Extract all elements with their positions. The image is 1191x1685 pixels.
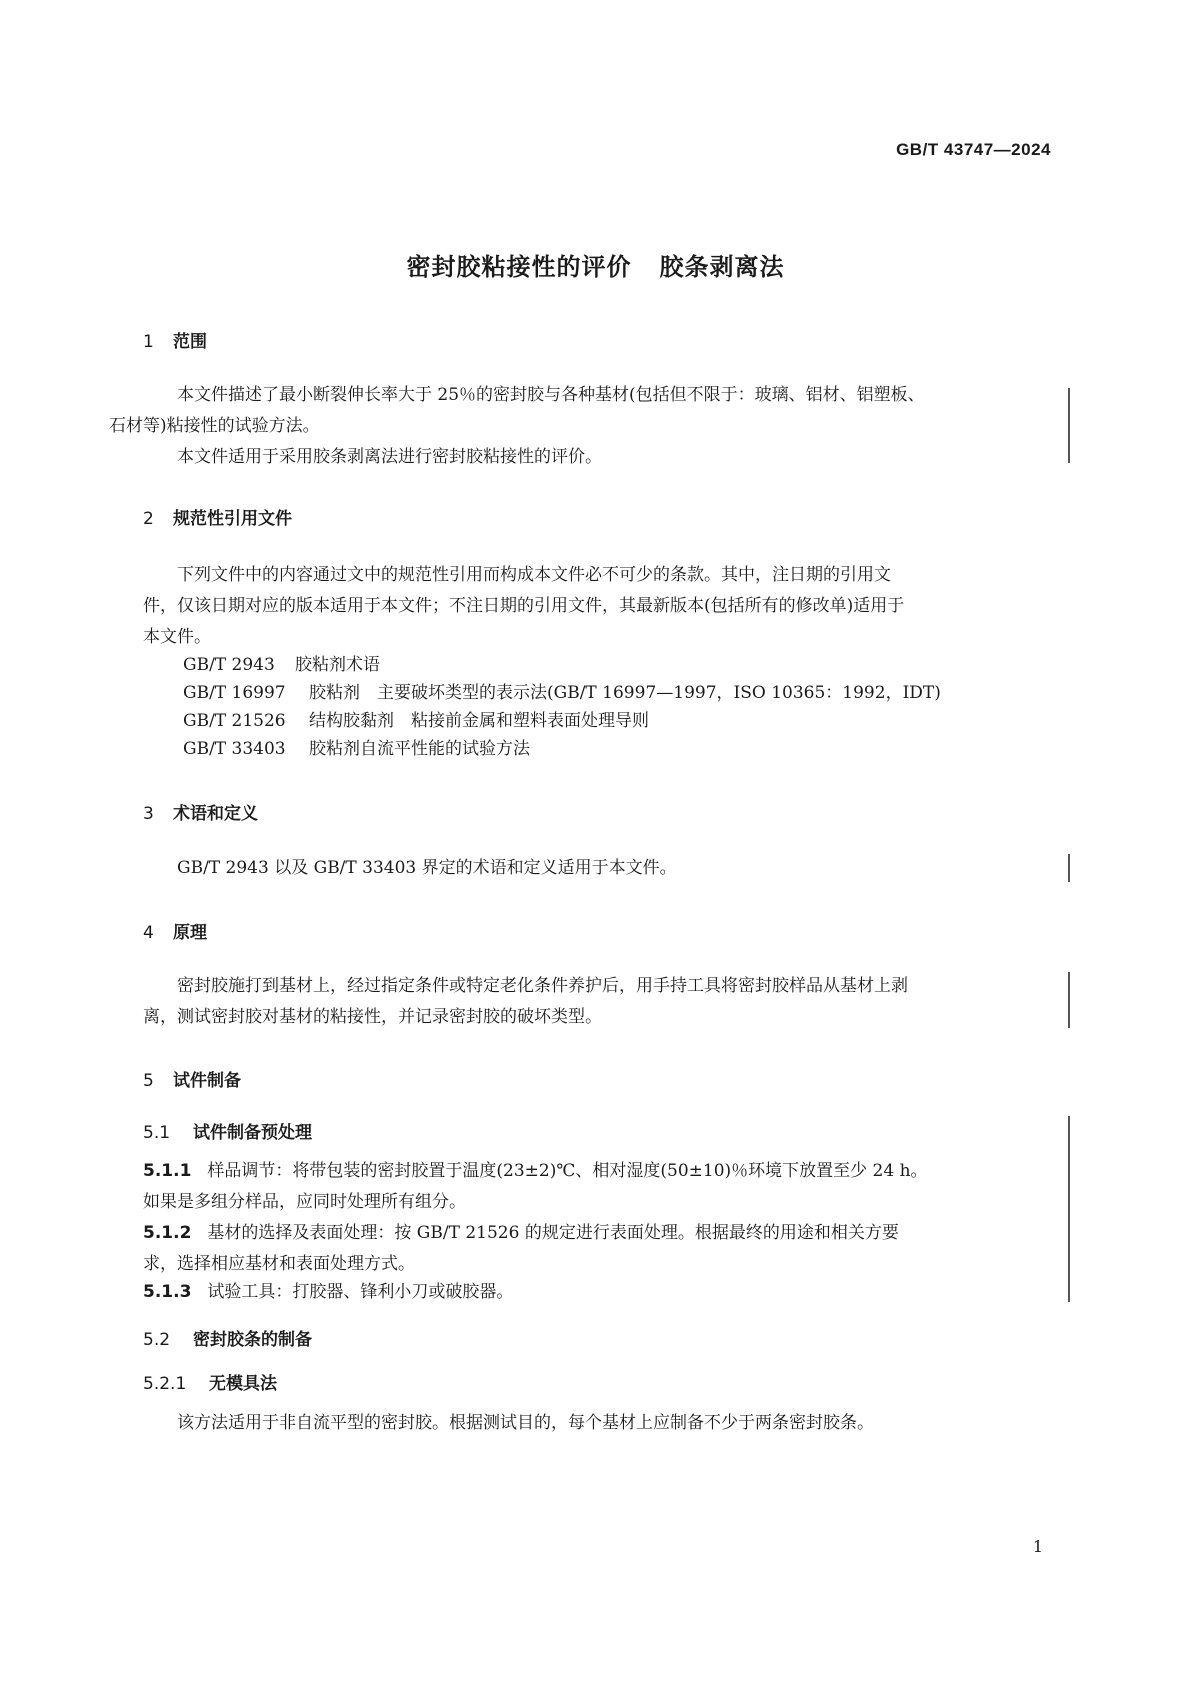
section-title: 试件制备 — [173, 1071, 241, 1091]
page-number: 1 — [1032, 1537, 1043, 1556]
text-line: 样品调节：将带包装的密封胶置于温度(23±2)℃、相对湿度(50±10)％环境下放置至少 24 h。 — [207, 1161, 928, 1181]
document-code: GB/T 43747—2024 — [896, 140, 1051, 159]
reference-title: 结构胶黏剂 粘接前金属和塑料表面处理导则 — [309, 711, 649, 731]
section-number: 1 — [143, 332, 154, 352]
change-bar — [1068, 854, 1070, 882]
clause-5-1-1 — [143, 1156, 1063, 1218]
subsection-5-2-heading — [143, 1325, 312, 1350]
section-number: 3 — [143, 804, 154, 824]
section-title: 密封胶条的制备 — [193, 1330, 312, 1350]
text-line: 如果是多组分样品，应同时处理所有组分。 — [143, 1192, 466, 1212]
text-line: 求，选择相应基材和表面处理方式。 — [143, 1254, 415, 1274]
text-line: 本文件描述了最小断裂伸长率大于 25％的密封胶与各种基材(包括但不限于：玻璃、铝材、铝塑板、 — [177, 385, 925, 405]
change-bar — [1068, 388, 1070, 463]
clause-number: 5.1.2 — [143, 1223, 192, 1243]
section-number: 5.1 — [143, 1123, 171, 1143]
section-3-paragraph-1: GB/T 2943 以及 GB/T 33403 界定的术语和定义适用于本文件。 — [177, 858, 677, 878]
reference-title: 胶粘剂 主要破坏类型的表示法(GB/T 16997—1997，ISO 10365：1992，IDT) — [309, 683, 941, 703]
section-title: 无模具法 — [209, 1374, 277, 1394]
subsection-5-2-1-heading — [143, 1369, 277, 1394]
clause-5-1-2 — [143, 1218, 1063, 1280]
section-number: 5 — [143, 1071, 154, 1091]
reference-item — [183, 650, 380, 681]
reference-item — [183, 706, 649, 737]
text-line: 石材等)粘接性的试验方法。 — [109, 416, 320, 436]
text-line: 试验工具：打胶器、锋利小刀或破胶器。 — [207, 1282, 514, 1302]
section-title: 原理 — [173, 923, 207, 943]
text-line: 下列文件中的内容通过文中的规范性引用而构成本文件必不可少的条款。其中，注日期的引用文 — [177, 565, 891, 585]
section-number: 2 — [143, 509, 154, 529]
section-number: 4 — [143, 923, 154, 943]
section-4-paragraph-1 — [143, 971, 1063, 1033]
section-title: 规范性引用文件 — [173, 509, 292, 529]
section-title: 范围 — [173, 332, 207, 352]
reference-code: GB/T 33403 — [183, 739, 286, 759]
section-number: 5.2 — [143, 1330, 171, 1350]
text-line: 件，仅该日期对应的版本适用于本文件；不注日期的引用文件，其最新版本(包括所有的修改单)适用于 — [143, 596, 905, 616]
section-title: 术语和定义 — [173, 804, 258, 824]
clause-5-1-3 — [143, 1277, 1063, 1308]
reference-code: GB/T 2943 — [183, 655, 275, 675]
reference-code: GB/T 21526 — [183, 711, 286, 731]
section-title: 试件制备预处理 — [193, 1123, 312, 1143]
text-line: 本文件。 — [143, 627, 211, 647]
section-number: 5.2.1 — [143, 1374, 187, 1394]
change-bar — [1068, 1116, 1070, 1302]
clause-number: 5.1.3 — [143, 1282, 192, 1302]
section-3-heading — [143, 799, 258, 824]
document-title — [0, 247, 1191, 282]
subsection-5-2-1-paragraph: 该方法适用于非自流平型的密封胶。根据测试目的，每个基材上应制备不少于两条密封胶条。 — [177, 1413, 874, 1433]
change-bar — [1068, 972, 1070, 1028]
text-line: 密封胶施打到基材上，经过指定条件或特定老化条件养护后，用手持工具将密封胶样品从基材上剥 — [177, 976, 908, 996]
section-1-paragraph-1 — [109, 380, 1063, 442]
reference-title: 胶粘剂术语 — [295, 655, 380, 675]
section-1-paragraph-2: 本文件适用于采用胶条剥离法进行密封胶粘接性的评价。 — [177, 447, 602, 467]
section-5-heading — [143, 1066, 241, 1091]
title-part2: 胶条剥离法 — [659, 253, 785, 281]
text-line: 离，测试密封胶对基材的粘接性，并记录密封胶的破坏类型。 — [143, 1007, 602, 1027]
title-part1: 密封胶粘接性的评价 — [406, 253, 632, 281]
section-4-heading — [143, 918, 207, 943]
reference-title: 胶粘剂自流平性能的试验方法 — [309, 739, 530, 759]
reference-code: GB/T 16997 — [183, 683, 286, 703]
clause-number: 5.1.1 — [143, 1161, 192, 1181]
reference-item — [183, 678, 941, 709]
subsection-5-1-heading — [143, 1118, 312, 1143]
text-line: 基材的选择及表面处理：按 GB/T 21526 的规定进行表面处理。根据最终的用途和相关方要 — [207, 1223, 899, 1243]
section-2-paragraph-1 — [143, 560, 1063, 653]
section-1-heading — [143, 327, 207, 352]
section-2-heading — [143, 504, 292, 529]
reference-item — [183, 734, 530, 765]
